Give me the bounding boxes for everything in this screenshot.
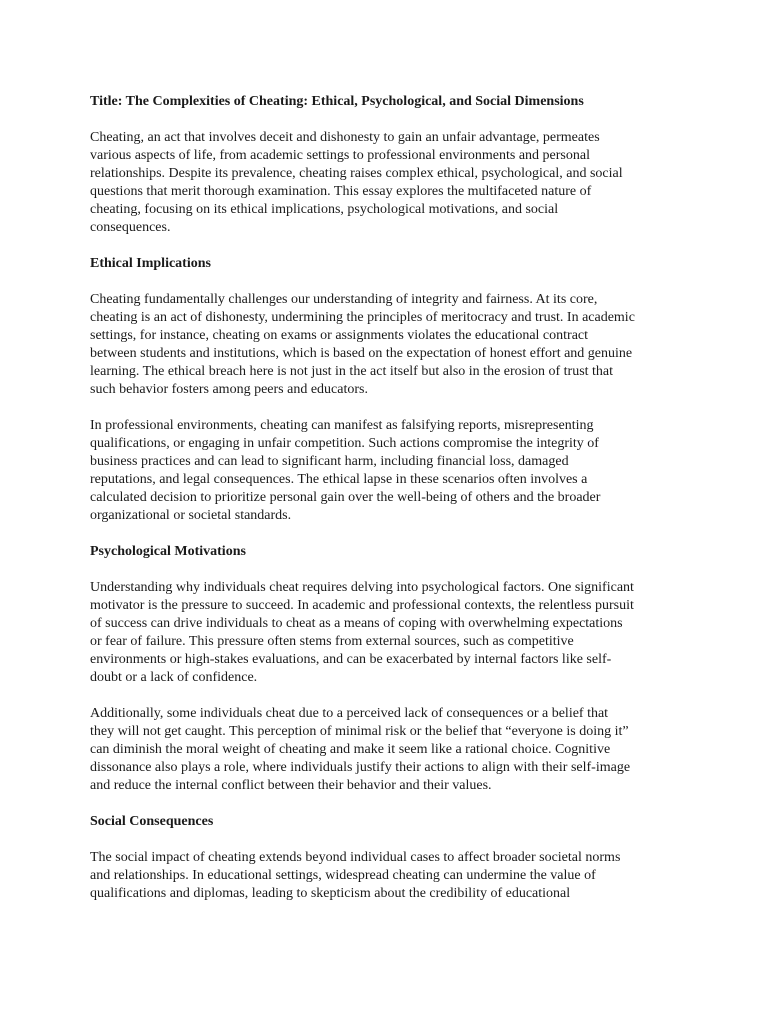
paragraph-line: Additionally, some individuals cheat due to a perceived lack of consequences or a belief that [90,706,609,721]
paragraph [90,291,684,399]
paragraph-line: of success can drive individuals to cheat as a means of coping with overwhelming expectations [90,616,623,631]
document-title: Title: The Complexities of Cheating: Ethical, Psychological, and Social Dimensions [90,94,584,109]
paragraph-line: Cheating, an act that involves deceit and dishonesty to gain an unfair advantage, permeates [90,130,600,145]
paragraph-line: can diminish the moral weight of cheating and make it seem like a rational choice. Cognitive [90,742,611,757]
section-heading: Social Consequences [90,814,214,829]
document-sections [90,129,684,903]
paragraph-line: business practices and can lead to significant harm, including financial loss, damaged [90,454,569,469]
paragraph-line: or fear of failure. This pressure often stems from external sources, such as competitive [90,634,574,649]
paragraph [90,129,684,237]
paragraph-line: consequences. [90,220,171,235]
paragraph-line: Cheating fundamentally challenges our understanding of integrity and fairness. At its core, [90,292,598,307]
paragraph-line: environments or high-stakes evaluations, and can be exacerbated by internal factors like self- [90,652,612,667]
paragraph-line: qualifications and diplomas, leading to skepticism about the credibility of educational [90,886,571,901]
paragraph-line: reputations, and legal consequences. The ethical lapse in these scenarios often involves a [90,472,588,487]
paragraph-line: relationships. Despite its prevalence, cheating raises complex ethical, psychological, and social [90,166,623,181]
paragraph-line: Understanding why individuals cheat requires delving into psychological factors. One significant [90,580,634,595]
paragraph-line: they will not get caught. This perception of minimal risk or the belief that “everyone is doing it” [90,724,629,739]
paragraph [90,579,684,687]
paragraph-line: motivator is the pressure to succeed. In academic and professional contexts, the relentless pursuit [90,598,634,613]
paragraph-line: The social impact of cheating extends beyond individual cases to affect broader societal norms [90,850,621,865]
paragraph [90,417,684,525]
paragraph-line: cheating is an act of dishonesty, undermining the principles of meritocracy and trust. In academic [90,310,635,325]
document-body [90,93,684,921]
paragraph [90,849,684,903]
paragraph-line: between students and institutions, which is based on the expectation of honest effort and genuine [90,346,633,361]
paragraph-line: organizational or societal standards. [90,508,292,523]
paragraph-line: doubt or a lack of confidence. [90,670,258,685]
paragraph-line: dissonance also plays a role, where individuals justify their actions to align with their self-image [90,760,631,775]
section-heading: Ethical Implications [90,256,211,271]
section-heading: Psychological Motivations [90,544,246,559]
paragraph-line: and relationships. In educational settings, widespread cheating can undermine the value of [90,868,596,883]
paragraph-line: various aspects of life, from academic settings to professional environments and personal [90,148,590,163]
paragraph-line: such behavior fosters among peers and educators. [90,382,368,397]
paragraph-line: settings, for instance, cheating on exams or assignments violates the educational contract [90,328,589,343]
paragraph-line: calculated decision to prioritize personal gain over the well-being of others and the broader [90,490,601,505]
paragraph-line: qualifications, or engaging in unfair competition. Such actions compromise the integrity of [90,436,599,451]
paragraph-line: and reduce the internal conflict between their behavior and their values. [90,778,492,793]
paragraph [90,705,684,795]
paragraph-line: questions that merit thorough examination. This essay explores the multifaceted nature of [90,184,592,199]
paragraph-line: In professional environments, cheating can manifest as falsifying reports, misrepresenting [90,418,594,433]
paragraph-line: learning. The ethical breach here is not just in the act itself but also in the erosion of trust that [90,364,614,379]
paragraph-line: cheating, focusing on its ethical implications, psychological motivations, and social [90,202,559,217]
